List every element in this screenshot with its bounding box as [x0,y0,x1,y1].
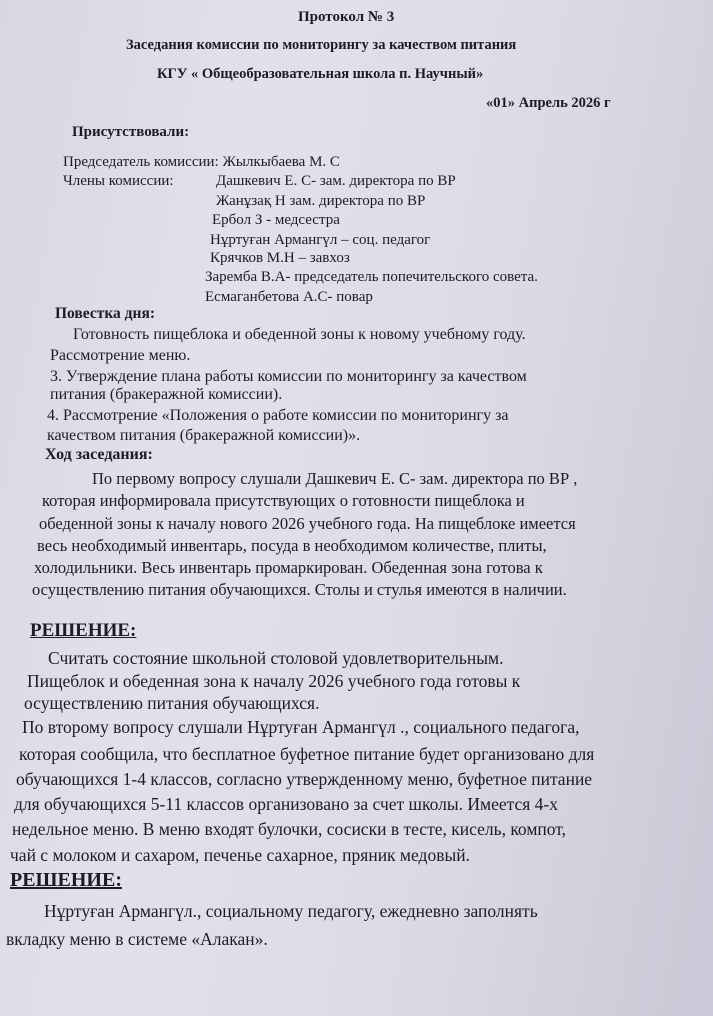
member-line: Крячков М.Н – завхоз [210,250,350,266]
proceedings-line: которая информировала присутствующих о готовности пищеблока и [42,491,525,510]
document-date: «01» Апрель 2026 г [486,95,611,111]
decision-line: которая сообщила, что бесплатное буфетное питание будет организовано для [19,744,595,764]
agenda-item: 3. Утверждение плана работы комиссии по мониторингу за качеством [50,368,527,385]
member-line: Жанұзақ Н зам. директора по ВР [216,193,426,209]
document-title: Протокол № 3 [298,9,395,25]
agenda-item: Готовность пищеблока и обеденной зоны к новому учебному году. [73,326,526,343]
proceedings-heading: Ход заседания: [45,446,153,463]
decision-line: обучающихся 1-4 классов, согласно утвержденному меню, буфетное питание [16,769,593,789]
decision-line: чай с молоком и сахаром, печенье сахарное, пряник медовый. [10,845,470,865]
decision-line: Считать состояние школьной столовой удовлетворительным. [48,648,504,668]
document-subtitle: Заседания комиссии по мониторингу за качеством питания [126,37,517,53]
proceedings-line: холодильники. Весь инвентарь промаркирован. Обеденная зона готова к [34,558,543,577]
agenda-item: качеством питания (бракеражной комиссии)». [47,427,361,444]
present-heading: Присутствовали: [72,124,190,140]
decision-line: недельное меню. В меню входят булочки, сосиски в тесте, кисель, компот, [12,819,567,839]
proceedings-line: По первому вопросу слушали Дашкевич Е. С- зам. директора по ВР , [92,469,578,488]
chairman-line: Председатель комиссии: Жылкыбаева М. С [63,154,340,170]
member-line: Ербол З - медсестра [212,212,340,228]
agenda-item: Рассмотрение меню. [50,347,191,364]
decision-heading: РЕШЕНИЕ: [10,869,122,891]
decision-line: Нұртуған Армангүл., социальному педагогу, ежедневно заполнять [44,901,538,921]
member-line: Есмаганбетова А.С- повар [205,289,373,305]
decision-line: Пищеблок и обеденная зона к началу 2026 учебного года готовы к [27,671,521,691]
agenda-heading: Повестка дня: [55,305,155,322]
proceedings-line: весь необходимый инвентарь, посуда в необходимом количестве, плиты, [37,536,547,555]
member-line: Нұртуған Армангүл – соц. педагог [210,232,431,248]
member-line: Дашкевич Е. С- зам. директора по ВР [216,173,456,189]
decision-line: осуществлению питания обучающихся. [24,693,320,713]
proceedings-line: осуществлению питания обучающихся. Столы и стулья имеются в наличии. [32,580,567,599]
agenda-item: 4. Рассмотрение «Положения о работе комиссии по мониторингу за [47,407,509,424]
decision-line: вкладку меню в системе «Алакан». [6,929,268,949]
member-line: Заремба В.А- председатель попечительского совета. [205,269,538,285]
members-label: Члены комиссии: [63,173,174,189]
decision-line: По второму вопросу слушали Нұртуған Армангүл ., социального педагога, [22,717,580,737]
agenda-item: питания (бракеражной комиссии). [50,386,283,403]
proceedings-line: обеденной зоны к началу нового 2026 учебного года. На пищеблоке имеется [39,514,576,533]
decision-line: для обучающихся 5-11 классов организовано за счет школы. Имеется 4-х [14,794,559,814]
decision-heading: РЕШЕНИЕ: [30,620,137,641]
organization-name: КГУ « Общеобразовательная школа п. Научный» [157,66,484,82]
